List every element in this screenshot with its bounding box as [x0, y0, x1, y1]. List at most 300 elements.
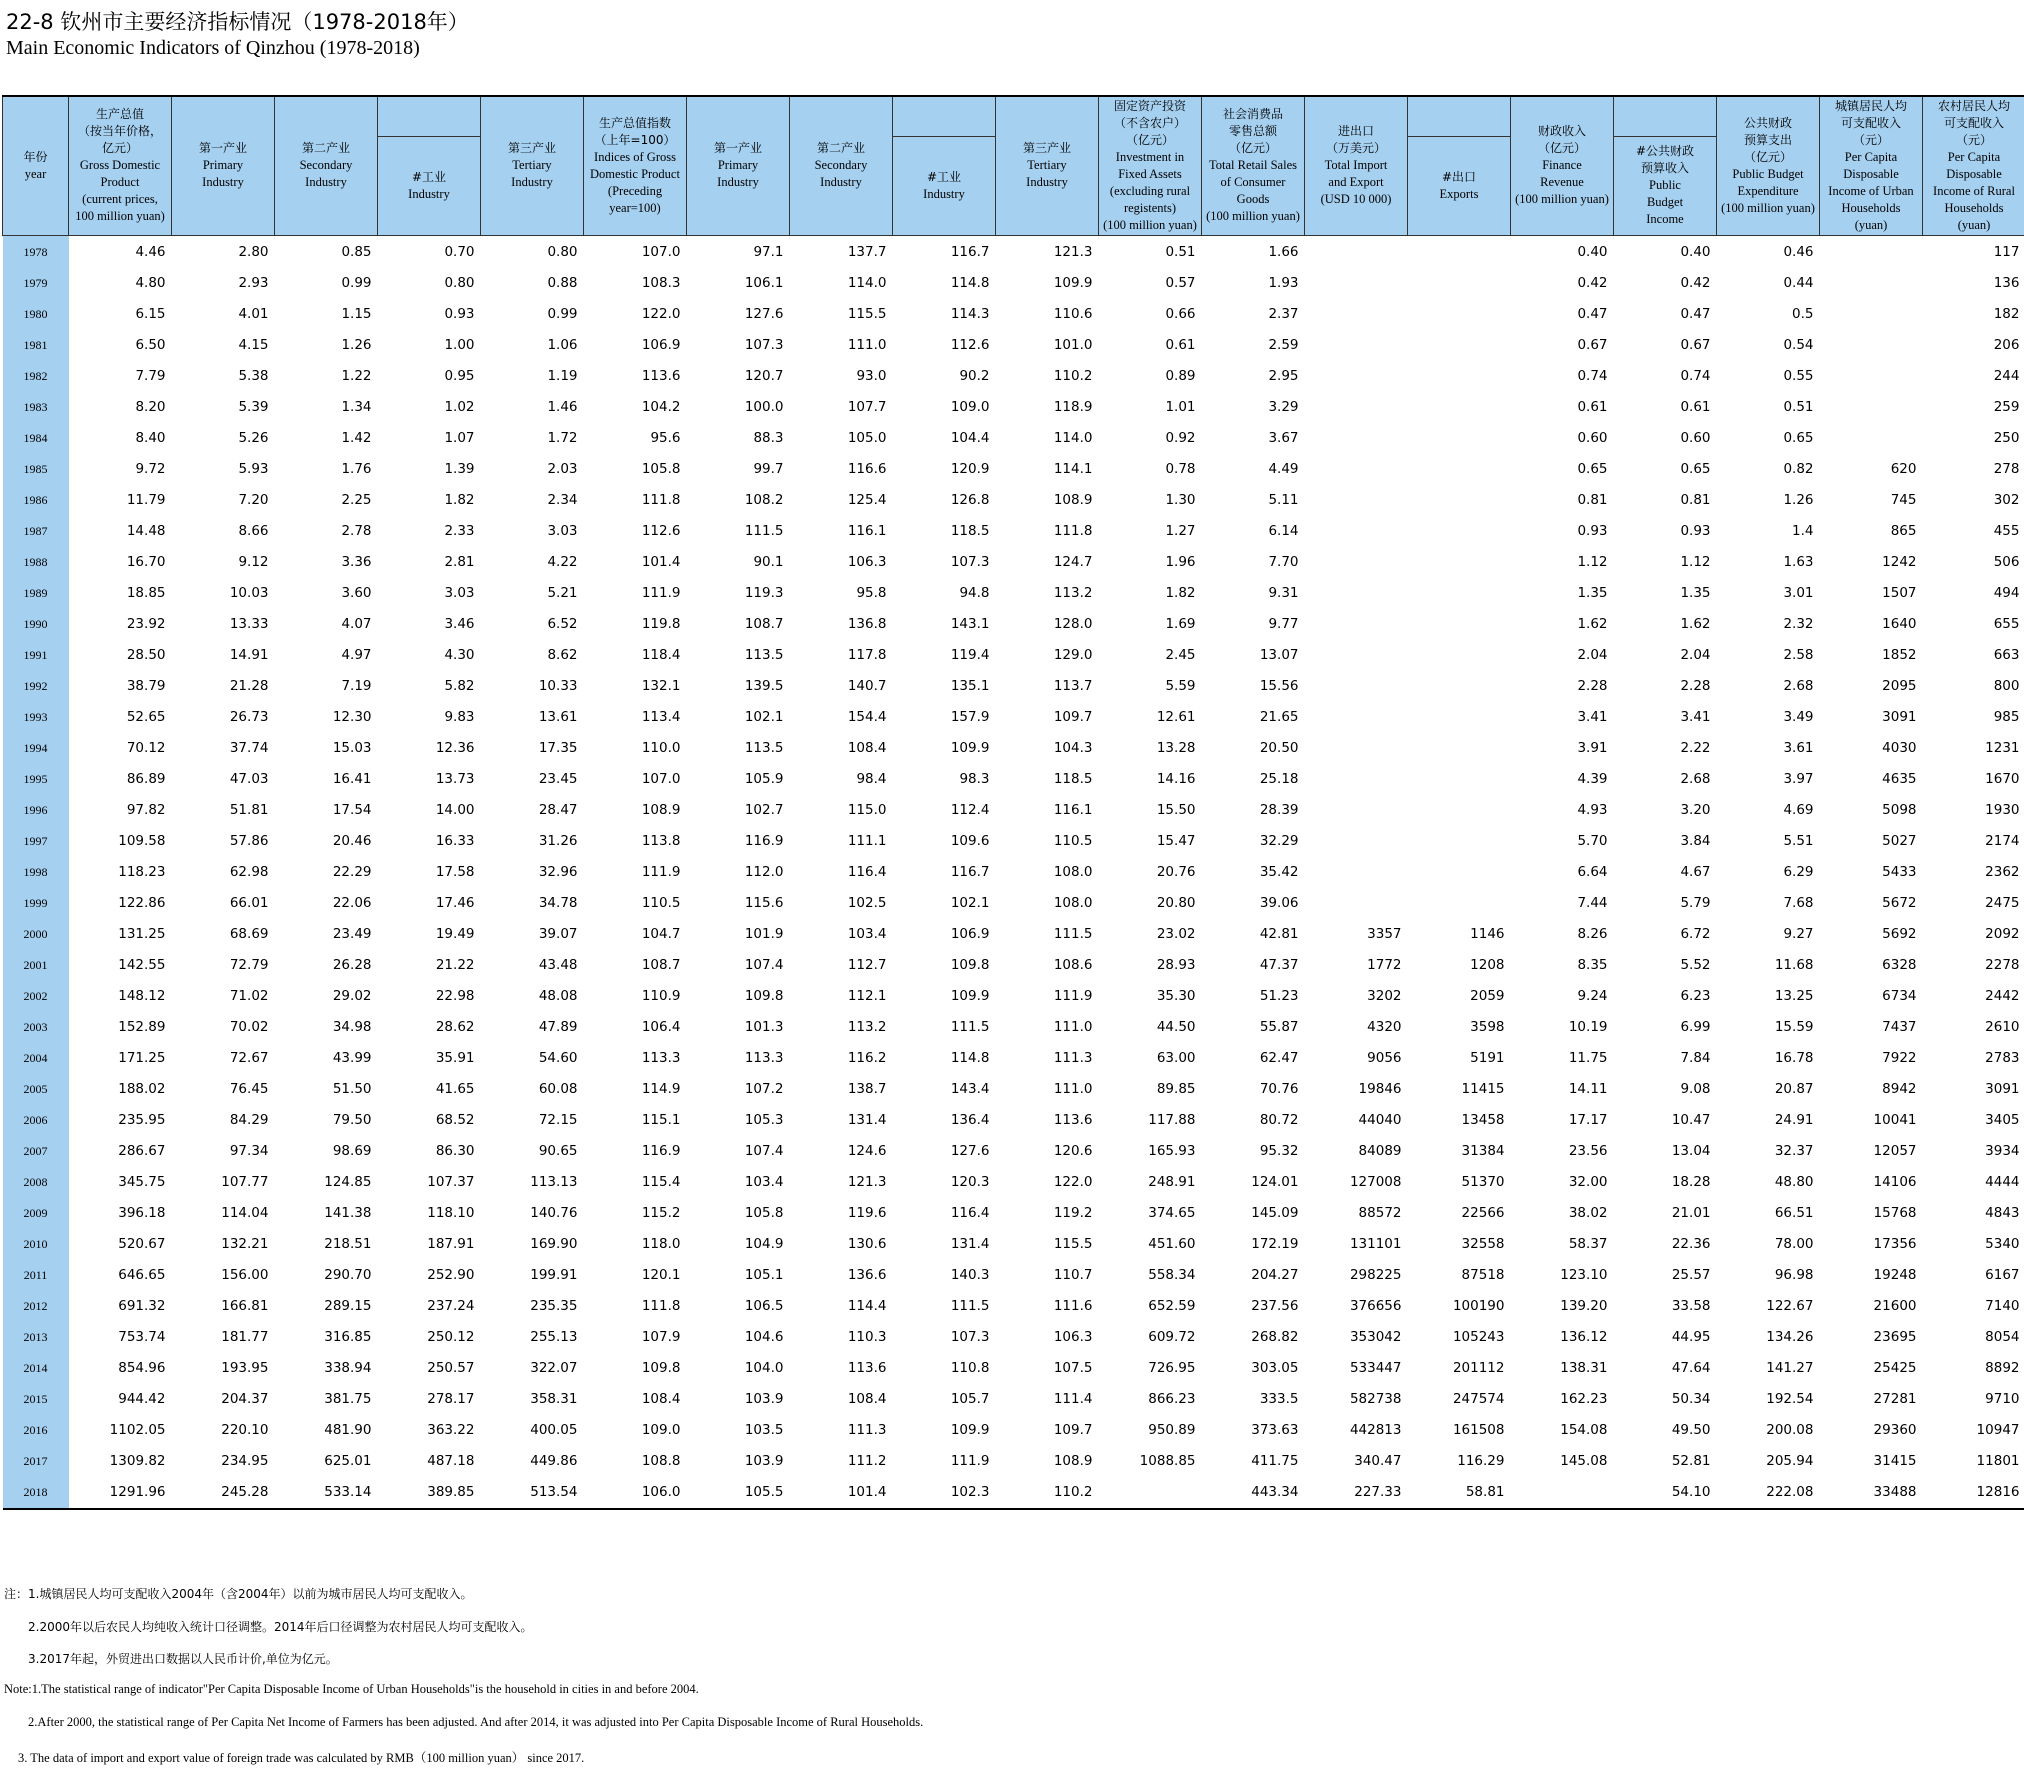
- header-public-revenue-gap: [1614, 96, 1717, 136]
- value-cell: 1.27: [1165, 523, 1196, 539]
- year-cell: 1989: [3, 578, 69, 609]
- value-cell: 116.29: [1457, 1453, 1505, 1469]
- value-cell: 38.02: [1568, 1205, 1608, 1221]
- value-cell: 132.21: [221, 1236, 269, 1252]
- value-cell: 1852: [1882, 647, 1917, 663]
- value-cell: 35.42: [1259, 864, 1299, 880]
- value-cell: 5.93: [238, 461, 269, 477]
- header-line: Industry: [202, 175, 244, 190]
- header-line: Total Import: [1324, 158, 1388, 173]
- value-cell: 130.6: [847, 1236, 887, 1252]
- value-cell: 533.14: [324, 1484, 372, 1500]
- value-cell: 115.2: [641, 1205, 681, 1221]
- value-cell: 70.12: [126, 740, 166, 756]
- value-cell: 110.3: [847, 1329, 887, 1345]
- value-cell: 4444: [1985, 1174, 2020, 1190]
- value-cell: [1305, 888, 1408, 919]
- value-cell: 3405: [1985, 1112, 2020, 1128]
- value-cell: 17.35: [538, 740, 578, 756]
- value-cell: 62.47: [1259, 1050, 1299, 1066]
- year-cell: 2012: [3, 1291, 69, 1322]
- table-row: [3, 547, 2024, 578]
- value-cell: 3.03: [547, 523, 578, 539]
- value-cell: 50.34: [1671, 1391, 1711, 1407]
- value-cell: 47.89: [538, 1019, 578, 1035]
- value-cell: 13.04: [1671, 1143, 1711, 1159]
- value-cell: 4.01: [238, 306, 269, 322]
- value-cell: 3.49: [1783, 709, 1814, 725]
- value-cell: [1305, 640, 1408, 671]
- value-cell: 114.9: [641, 1081, 681, 1097]
- value-cell: 66.51: [1774, 1205, 1814, 1221]
- header-line: Industry: [305, 175, 347, 190]
- header-line: （上年=100）: [594, 132, 676, 147]
- value-cell: 248.91: [1148, 1174, 1196, 1190]
- year-cell: 2013: [3, 1322, 69, 1353]
- value-cell: 111.9: [641, 864, 681, 880]
- value-cell: 33488: [1873, 1484, 1917, 1500]
- value-cell: [1408, 361, 1511, 392]
- value-cell: 89.85: [1156, 1081, 1196, 1097]
- value-cell: 250.57: [427, 1360, 475, 1376]
- value-cell: [1099, 1477, 1202, 1509]
- value-cell: 116.7: [950, 244, 990, 260]
- header-idx-primary: [687, 96, 790, 235]
- value-cell: 2.80: [238, 244, 269, 260]
- value-cell: 110.0: [641, 740, 681, 756]
- value-cell: 4.22: [547, 554, 578, 570]
- value-cell: 9.24: [1577, 988, 1608, 1004]
- value-cell: 2783: [1985, 1050, 2020, 1066]
- year-cell: 1999: [3, 888, 69, 919]
- value-cell: 13.25: [1774, 988, 1814, 1004]
- value-cell: 8.62: [547, 647, 578, 663]
- value-cell: 113.4: [641, 709, 681, 725]
- header-line: 第三产业: [1022, 141, 1071, 156]
- value-cell: 4.15: [238, 337, 269, 353]
- value-cell: 108.3: [641, 275, 681, 291]
- value-cell: 108.4: [641, 1391, 681, 1407]
- value-cell: 800: [1993, 678, 2020, 694]
- value-cell: 2.22: [1680, 740, 1711, 756]
- value-cell: 145.08: [1560, 1453, 1608, 1469]
- value-cell: 199.91: [530, 1267, 578, 1283]
- value-cell: 5.11: [1268, 492, 1299, 508]
- value-cell: 113.5: [744, 647, 784, 663]
- value-cell: 2.34: [547, 492, 578, 508]
- year-cell: 2018: [3, 1477, 69, 1509]
- value-cell: 0.60: [1577, 430, 1608, 446]
- header-line: Households: [1841, 200, 1901, 215]
- header-line: (100 million yuan): [1206, 209, 1300, 224]
- value-cell: 44.50: [1156, 1019, 1196, 1035]
- value-cell: 109.7: [1053, 709, 1093, 725]
- value-cell: 134.26: [1766, 1329, 1814, 1345]
- value-cell: 97.82: [126, 802, 166, 818]
- value-cell: 31.26: [538, 833, 578, 849]
- value-cell: 3.29: [1268, 399, 1299, 415]
- value-cell: 16.41: [332, 771, 372, 787]
- value-cell: 22566: [1461, 1205, 1505, 1221]
- value-cell: 120.7: [744, 368, 784, 384]
- value-cell: 6.15: [135, 306, 166, 322]
- value-cell: 48.80: [1774, 1174, 1814, 1190]
- header-line: Per Capita: [1947, 149, 2001, 164]
- header-line: Households: [1944, 200, 2004, 215]
- value-cell: [1820, 330, 1923, 361]
- value-cell: 745: [1890, 492, 1917, 508]
- value-cell: 108.6: [1053, 957, 1093, 973]
- value-cell: 122.67: [1766, 1298, 1814, 1314]
- value-cell: 15.56: [1259, 678, 1299, 694]
- value-cell: 109.8: [950, 957, 990, 973]
- value-cell: 106.1: [744, 275, 784, 291]
- value-cell: 205.94: [1766, 1453, 1814, 1469]
- value-cell: 104.2: [641, 399, 681, 415]
- header-line: Income of Rural: [1933, 183, 2015, 198]
- header-line: 零售总额: [1228, 124, 1277, 139]
- header-line: 可支配收入: [1943, 115, 2004, 130]
- value-cell: 10041: [1873, 1112, 1917, 1128]
- table-row: [3, 1446, 2024, 1477]
- value-cell: 1.62: [1577, 616, 1608, 632]
- value-cell: 854.96: [118, 1360, 166, 1376]
- value-cell: 156.00: [221, 1267, 269, 1283]
- value-cell: 609.72: [1148, 1329, 1196, 1345]
- year-cell: 1998: [3, 857, 69, 888]
- value-cell: 1.62: [1680, 616, 1711, 632]
- value-cell: 204.37: [221, 1391, 269, 1407]
- value-cell: [1408, 299, 1511, 330]
- value-cell: 0.42: [1680, 275, 1711, 291]
- value-cell: 0.65: [1680, 461, 1711, 477]
- value-cell: 5672: [1882, 895, 1917, 911]
- header-line: （亿元）: [1228, 141, 1277, 156]
- year-cell: 1990: [3, 609, 69, 640]
- year-cell: 1986: [3, 485, 69, 516]
- value-cell: 103.4: [847, 926, 887, 942]
- value-cell: 494: [1993, 585, 2020, 601]
- header-line: Expenditure: [1737, 183, 1799, 198]
- value-cell: 114.0: [847, 275, 887, 291]
- value-cell: 94.8: [959, 585, 990, 601]
- value-cell: 1.26: [341, 337, 372, 353]
- value-cell: [1820, 299, 1923, 330]
- value-cell: 6.29: [1783, 864, 1814, 880]
- value-cell: 129.0: [1053, 647, 1093, 663]
- value-cell: 140.3: [950, 1267, 990, 1283]
- value-cell: 100.0: [744, 399, 784, 415]
- value-cell: 4.93: [1577, 802, 1608, 818]
- header-gdp: [69, 96, 172, 235]
- value-cell: 118.9: [1053, 399, 1093, 415]
- header-gdp-industry-gap: [378, 96, 481, 136]
- value-cell: 411.75: [1251, 1453, 1299, 1469]
- value-cell: 950.89: [1148, 1422, 1196, 1438]
- value-cell: 1.72: [547, 430, 578, 446]
- value-cell: 43.99: [332, 1050, 372, 1066]
- value-cell: 1146: [1470, 926, 1505, 942]
- table-row: [3, 1477, 2024, 1509]
- value-cell: [1408, 268, 1511, 299]
- value-cell: 11415: [1461, 1081, 1505, 1097]
- value-cell: 0.81: [1577, 492, 1608, 508]
- value-cell: 24.91: [1774, 1112, 1814, 1128]
- value-cell: 3934: [1985, 1143, 2020, 1159]
- value-cell: 0.46: [1783, 244, 1814, 260]
- value-cell: 145.09: [1251, 1205, 1299, 1221]
- value-cell: 107.4: [744, 957, 784, 973]
- value-cell: 124.7: [1053, 554, 1093, 570]
- value-cell: 290.70: [324, 1267, 372, 1283]
- value-cell: 181.77: [221, 1329, 269, 1345]
- value-cell: 400.05: [530, 1422, 578, 1438]
- value-cell: 115.5: [1053, 1236, 1093, 1252]
- value-cell: 120.3: [950, 1174, 990, 1190]
- value-cell: 12057: [1873, 1143, 1917, 1159]
- header-idx-industry: [893, 136, 996, 235]
- header-idx-secondary: [790, 96, 893, 235]
- value-cell: 47.03: [229, 771, 269, 787]
- value-cell: 141.27: [1766, 1360, 1814, 1376]
- value-cell: 19846: [1358, 1081, 1402, 1097]
- year-cell: 1982: [3, 361, 69, 392]
- value-cell: 31415: [1873, 1453, 1917, 1469]
- value-cell: 52.81: [1671, 1453, 1711, 1469]
- value-cell: 107.5: [1053, 1360, 1093, 1376]
- value-cell: 111.9: [950, 1453, 990, 1469]
- value-cell: 116.1: [1053, 802, 1093, 818]
- year-cell: 2001: [3, 950, 69, 981]
- value-cell: 120.9: [950, 461, 990, 477]
- value-cell: 206: [1993, 337, 2020, 353]
- table-row: [3, 888, 2024, 919]
- value-cell: 0.61: [1680, 399, 1711, 415]
- value-cell: 4635: [1882, 771, 1917, 787]
- header-line: #出口: [1441, 169, 1477, 184]
- value-cell: 17.54: [332, 802, 372, 818]
- value-cell: 116.7: [950, 864, 990, 880]
- value-cell: 143.4: [950, 1081, 990, 1097]
- value-cell: [1305, 671, 1408, 702]
- year-cell: 2003: [3, 1012, 69, 1043]
- table-row: [3, 1322, 2024, 1353]
- value-cell: 302: [1993, 492, 2020, 508]
- value-cell: 14.11: [1568, 1081, 1608, 1097]
- header-idx-industry-gap: [893, 96, 996, 136]
- value-cell: [1408, 764, 1511, 795]
- value-cell: 25.57: [1671, 1267, 1711, 1283]
- value-cell: 106.9: [950, 926, 990, 942]
- table-row: [3, 454, 2024, 485]
- year-cell: 2006: [3, 1105, 69, 1136]
- value-cell: 169.90: [530, 1236, 578, 1252]
- value-cell: 136.8: [847, 616, 887, 632]
- value-cell: 60.08: [538, 1081, 578, 1097]
- value-cell: 25425: [1873, 1360, 1917, 1376]
- value-cell: 116.1: [847, 523, 887, 539]
- value-cell: 109.58: [118, 833, 166, 849]
- value-cell: 143.1: [950, 616, 990, 632]
- value-cell: 113.2: [1053, 585, 1093, 601]
- value-cell: 0.67: [1577, 337, 1608, 353]
- value-cell: 10.03: [229, 585, 269, 601]
- value-cell: 105.8: [744, 1205, 784, 1221]
- value-cell: 5.59: [1165, 678, 1196, 694]
- value-cell: 119.3: [744, 585, 784, 601]
- value-cell: 0.93: [1577, 523, 1608, 539]
- year-cell: 1993: [3, 702, 69, 733]
- value-cell: 137.7: [847, 244, 887, 260]
- value-cell: 171.25: [118, 1050, 166, 1066]
- value-cell: 4843: [1985, 1205, 2020, 1221]
- note-en-3: 3. The data of import and export value of foreign trade was calculated by RMB（100 million yuan） since 2017.: [18, 1751, 585, 1765]
- value-cell: 1102.05: [109, 1422, 166, 1438]
- header-line: 公共财政: [1743, 115, 1792, 130]
- value-cell: 1.34: [341, 399, 372, 415]
- value-cell: 127.6: [744, 306, 784, 322]
- value-cell: 49.50: [1671, 1422, 1711, 1438]
- header-fixed-investment: [1099, 96, 1202, 235]
- value-cell: 4320: [1367, 1019, 1402, 1035]
- value-cell: 15.59: [1774, 1019, 1814, 1035]
- header-line: Fixed Assets: [1118, 166, 1182, 181]
- value-cell: 18.85: [126, 585, 166, 601]
- value-cell: 98.3: [959, 771, 990, 787]
- value-cell: [1305, 857, 1408, 888]
- value-cell: 1242: [1882, 554, 1917, 570]
- value-cell: 0.54: [1783, 337, 1814, 353]
- value-cell: 25.18: [1259, 771, 1299, 787]
- value-cell: 0.47: [1680, 306, 1711, 322]
- value-cell: 148.12: [118, 988, 166, 1004]
- value-cell: 97.34: [229, 1143, 269, 1159]
- value-cell: 123.10: [1560, 1267, 1608, 1283]
- value-cell: 126.8: [950, 492, 990, 508]
- economic-indicators-table: [2, 95, 2024, 1510]
- value-cell: 101.9: [744, 926, 784, 942]
- value-cell: 316.85: [324, 1329, 372, 1345]
- table-row: [3, 702, 2024, 733]
- value-cell: 200.08: [1766, 1422, 1814, 1438]
- value-cell: 8.20: [135, 399, 166, 415]
- value-cell: 17.17: [1568, 1112, 1608, 1128]
- value-cell: 2.95: [1268, 368, 1299, 384]
- header-line: Public Budget: [1732, 166, 1804, 181]
- table-row: [3, 950, 2024, 981]
- table-title-zh: 22-8 钦州市主要经济指标情况（1978-2018年）: [6, 10, 469, 34]
- value-cell: 16.33: [435, 833, 475, 849]
- value-cell: 0.61: [1577, 399, 1608, 415]
- value-cell: 21.01: [1671, 1205, 1711, 1221]
- value-cell: 118.5: [950, 523, 990, 539]
- value-cell: 26.28: [332, 957, 372, 973]
- value-cell: 4.80: [135, 275, 166, 291]
- value-cell: 338.94: [324, 1360, 372, 1376]
- value-cell: 237.56: [1251, 1298, 1299, 1314]
- value-cell: 0.47: [1577, 306, 1608, 322]
- value-cell: 2.81: [444, 554, 475, 570]
- value-cell: 10.19: [1568, 1019, 1608, 1035]
- value-cell: 6.64: [1577, 864, 1608, 880]
- value-cell: 42.81: [1259, 926, 1299, 942]
- header-line: Secondary: [814, 158, 868, 173]
- value-cell: 90.2: [959, 368, 990, 384]
- table-row: [3, 640, 2024, 671]
- value-cell: 47.64: [1671, 1360, 1711, 1376]
- value-cell: 6.50: [135, 337, 166, 353]
- value-cell: 105.9: [744, 771, 784, 787]
- year-cell: 2017: [3, 1446, 69, 1477]
- value-cell: 105.8: [641, 461, 681, 477]
- value-cell: 0.93: [1680, 523, 1711, 539]
- value-cell: 109.9: [950, 1422, 990, 1438]
- header-gdp-tertiary: [481, 96, 584, 235]
- table-row: [3, 423, 2024, 454]
- table-row: [3, 826, 2024, 857]
- value-cell: 5.26: [238, 430, 269, 446]
- year-cell: 2007: [3, 1136, 69, 1167]
- value-cell: 115.0: [847, 802, 887, 818]
- value-cell: 0.78: [1165, 461, 1196, 477]
- header-line: （按当年价格，: [77, 124, 162, 139]
- value-cell: 3598: [1470, 1019, 1505, 1035]
- value-cell: 3.91: [1577, 740, 1608, 756]
- value-cell: 303.05: [1251, 1360, 1299, 1376]
- value-cell: 162.23: [1560, 1391, 1608, 1407]
- value-cell: 1.26: [1783, 492, 1814, 508]
- value-cell: [1305, 826, 1408, 857]
- year-cell: 2015: [3, 1384, 69, 1415]
- header-line: Primary: [202, 158, 244, 173]
- value-cell: 8.26: [1577, 926, 1608, 942]
- value-cell: 96.98: [1774, 1267, 1814, 1283]
- value-cell: [1408, 547, 1511, 578]
- value-cell: 103.9: [744, 1391, 784, 1407]
- value-cell: 86.89: [126, 771, 166, 787]
- table-row: [3, 1105, 2024, 1136]
- value-cell: 107.77: [221, 1174, 269, 1190]
- header-line: registents): [1123, 200, 1177, 215]
- value-cell: 20.46: [332, 833, 372, 849]
- value-cell: 111.2: [847, 1453, 887, 1469]
- header-line: 生产总值指数: [598, 115, 671, 130]
- value-cell: 136: [1993, 275, 2020, 291]
- header-line: Tertiary: [512, 158, 552, 173]
- value-cell: [1305, 764, 1408, 795]
- value-cell: 111.5: [744, 523, 784, 539]
- value-cell: 108.9: [1053, 492, 1093, 508]
- header-retail-sales: [1202, 96, 1305, 235]
- year-cell: 2008: [3, 1167, 69, 1198]
- value-cell: 6.52: [547, 616, 578, 632]
- value-cell: 4.46: [135, 244, 166, 260]
- value-cell: 2.59: [1268, 337, 1299, 353]
- value-cell: 1640: [1882, 616, 1917, 632]
- header-line: year: [24, 166, 47, 181]
- value-cell: 111.5: [950, 1298, 990, 1314]
- header-line: （亿元）: [1537, 141, 1586, 156]
- value-cell: 0.92: [1165, 430, 1196, 446]
- value-cell: 32.37: [1774, 1143, 1814, 1159]
- value-cell: 9.08: [1680, 1081, 1711, 1097]
- header-line: 预算支出: [1743, 132, 1792, 147]
- value-cell: 0.74: [1577, 368, 1608, 384]
- value-cell: 17356: [1873, 1236, 1917, 1252]
- value-cell: 487.18: [427, 1453, 475, 1469]
- table-body: [3, 235, 2024, 1509]
- header-line: 第一产业: [198, 141, 247, 156]
